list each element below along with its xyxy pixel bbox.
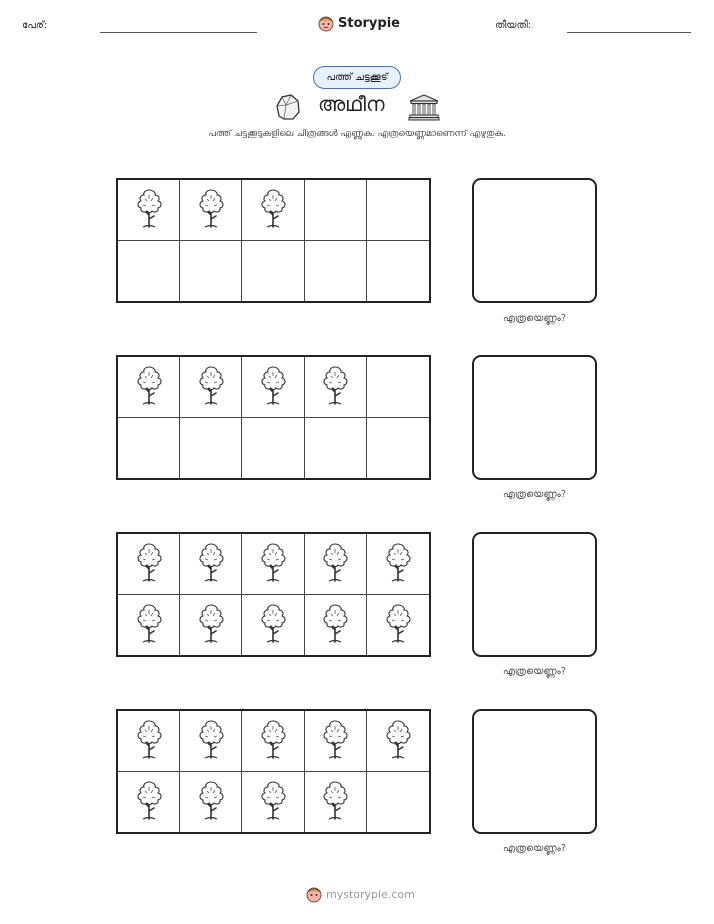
tree-icon <box>320 718 350 764</box>
answer-box-1[interactable] <box>472 178 597 303</box>
ten-frame-cell <box>367 418 429 479</box>
page-title: അഥീന <box>318 92 385 116</box>
ten-frame-cell <box>242 241 304 302</box>
tree-icon <box>383 602 413 648</box>
tree-icon <box>196 718 226 764</box>
tree-icon <box>134 718 164 764</box>
tree-icon <box>320 541 350 587</box>
tree-icon <box>258 602 288 648</box>
ten-frame-cell <box>118 534 180 595</box>
ten-frame-cell <box>242 418 304 479</box>
ten-frame-cell <box>305 772 367 833</box>
greek-temple-icon <box>408 93 440 121</box>
tree-icon <box>196 602 226 648</box>
ten-frame-cell <box>367 180 429 241</box>
tree-icon <box>383 718 413 764</box>
name-line[interactable] <box>100 32 257 33</box>
date-line[interactable] <box>567 32 691 33</box>
ten-frame-cell <box>305 418 367 479</box>
ten-frame-cell <box>367 772 429 833</box>
ten-frame-cell <box>180 357 242 418</box>
tree-icon <box>196 779 226 825</box>
tree-icon <box>196 541 226 587</box>
ten-frame-cell <box>118 241 180 302</box>
tree-icon <box>258 718 288 764</box>
instruction-text: പത്ത് ചട്ടക്കൂടുകളിലെ ചിത്രങ്ങൾ എണ്ണുക. എത്രയെണ്ണമാണെന്ന് എഴുതുക. <box>208 129 506 139</box>
ten-frame-4 <box>116 709 431 834</box>
name-label: പേര്: <box>22 20 48 31</box>
ten-frame-cell <box>118 711 180 772</box>
date-label: തീയതി: <box>495 20 532 31</box>
ten-frame-cell <box>118 595 180 656</box>
tree-icon <box>258 364 288 410</box>
ten-frame-cell <box>367 595 429 656</box>
pie-mascot-icon <box>306 885 322 903</box>
rock-icon <box>274 92 302 122</box>
brand <box>318 12 400 34</box>
footer <box>306 885 415 903</box>
ten-frame-cell <box>367 711 429 772</box>
ten-frame-cell <box>118 418 180 479</box>
ten-frame-cell <box>305 595 367 656</box>
tree-icon <box>134 364 164 410</box>
ten-frame-cell <box>242 711 304 772</box>
ten-frame-cell <box>242 534 304 595</box>
tree-icon <box>196 364 226 410</box>
worksheet-type-badge: പത്ത് ചട്ടക്കൂട് <box>313 66 401 89</box>
answer-box-2[interactable] <box>472 355 597 480</box>
tree-icon <box>258 779 288 825</box>
ten-frame-cell <box>180 418 242 479</box>
tree-icon <box>320 602 350 648</box>
question-label-2: എത്രയെണ്ണം? <box>502 489 567 500</box>
tree-icon <box>383 541 413 587</box>
ten-frame-cell <box>180 241 242 302</box>
question-label-4: എത്രയെണ്ണം? <box>502 843 567 854</box>
ten-frame-3 <box>116 532 431 657</box>
pie-mascot-icon <box>318 14 334 32</box>
ten-frame-cell <box>242 357 304 418</box>
ten-frame-1 <box>116 178 431 303</box>
brand-name: Storypie <box>338 15 400 31</box>
question-label-3: എത്രയെണ്ണം? <box>502 666 567 677</box>
ten-frame-cell <box>180 534 242 595</box>
ten-frame-cell <box>242 772 304 833</box>
footer-url[interactable]: mystorypie.com <box>326 887 415 901</box>
answer-box-4[interactable] <box>472 709 597 834</box>
ten-frame-cell <box>242 180 304 241</box>
answer-box-3[interactable] <box>472 532 597 657</box>
tree-icon <box>320 779 350 825</box>
ten-frame-2 <box>116 355 431 480</box>
tree-icon <box>134 602 164 648</box>
question-label-1: എത്രയെണ്ണം? <box>502 313 567 324</box>
ten-frame-cell <box>305 711 367 772</box>
ten-frame-cell <box>180 772 242 833</box>
ten-frame-cell <box>367 357 429 418</box>
ten-frame-cell <box>180 711 242 772</box>
tree-icon <box>258 187 288 233</box>
ten-frame-cell <box>367 534 429 595</box>
ten-frame-cell <box>305 180 367 241</box>
ten-frame-cell <box>118 772 180 833</box>
tree-icon <box>134 541 164 587</box>
title-row <box>274 90 444 124</box>
ten-frame-cell <box>242 595 304 656</box>
ten-frame-cell <box>305 241 367 302</box>
ten-frame-cell <box>180 595 242 656</box>
ten-frame-cell <box>305 357 367 418</box>
tree-icon <box>258 541 288 587</box>
ten-frame-cell <box>305 534 367 595</box>
ten-frame-cell <box>118 180 180 241</box>
tree-icon <box>134 187 164 233</box>
tree-icon <box>320 364 350 410</box>
ten-frame-cell <box>367 241 429 302</box>
tree-icon <box>196 187 226 233</box>
tree-icon <box>134 779 164 825</box>
ten-frame-cell <box>180 180 242 241</box>
ten-frame-cell <box>118 357 180 418</box>
